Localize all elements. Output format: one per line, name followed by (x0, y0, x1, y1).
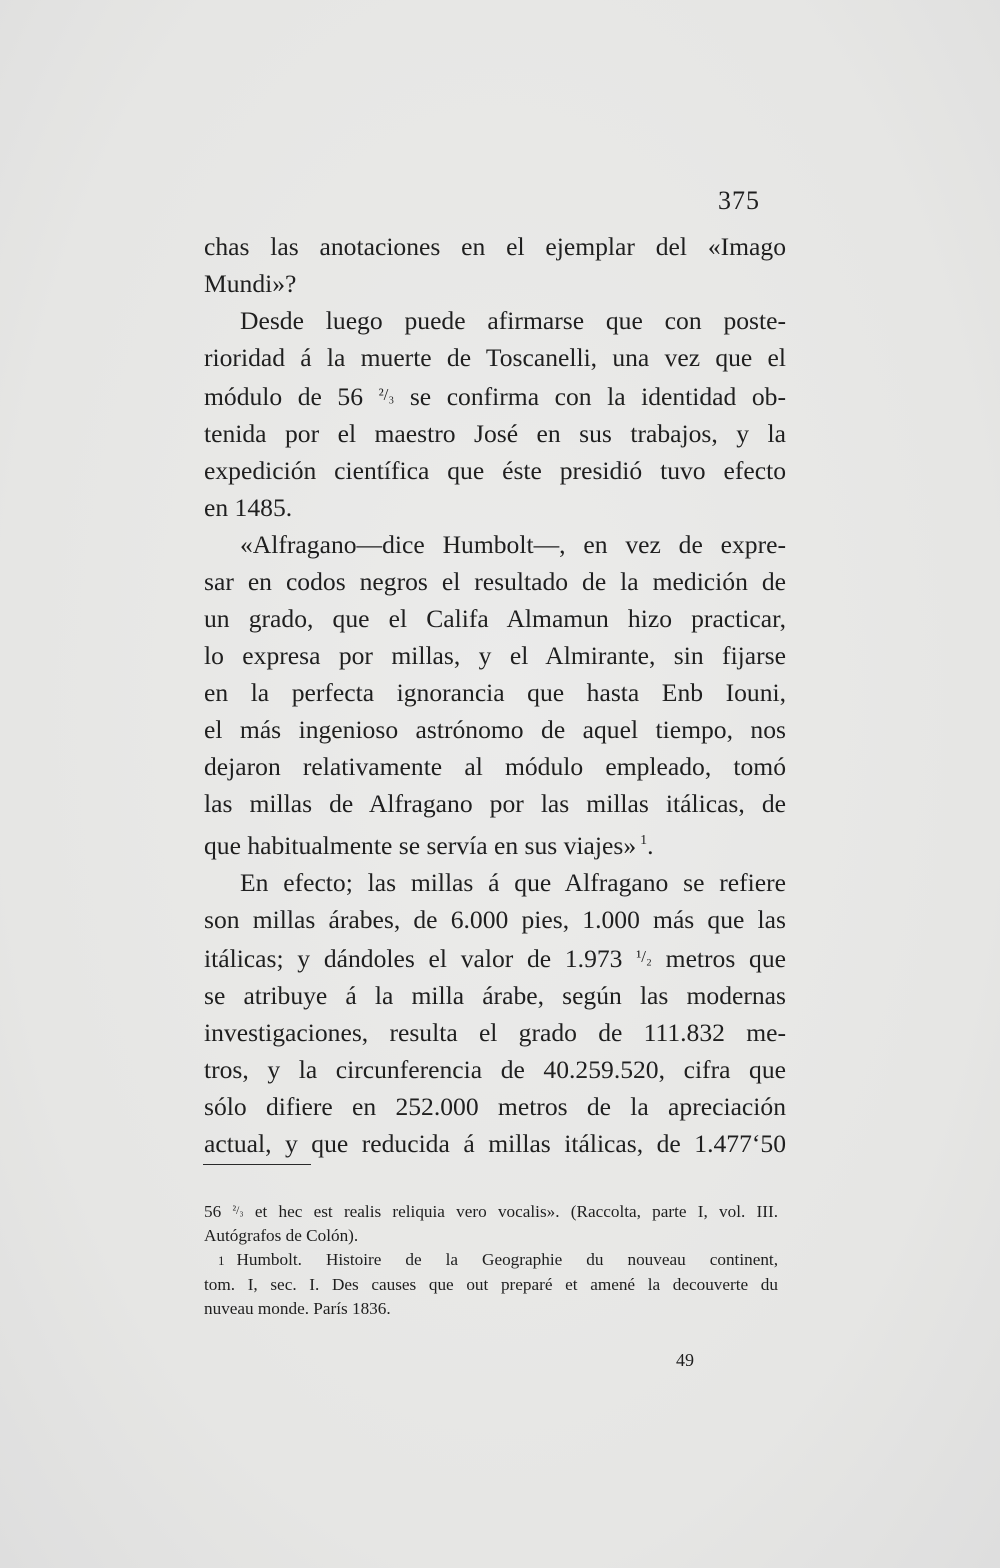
footnote-divider (203, 1164, 311, 1165)
printer-signature: 49 (676, 1350, 694, 1370)
text-fragment: metros que (665, 944, 786, 973)
text-line: investigaciones, resulta el grado de 111.832 me- (204, 1018, 786, 1047)
fraction: ¹/₂ (636, 947, 652, 966)
text-line-with-fraction (204, 376, 786, 415)
footnotes (204, 1198, 778, 1321)
text-line-with-note: que habitualmente se servía en sus viajes» $^1$. (204, 831, 654, 860)
text-line: tros, y la circunferencia de 40.259.520, cifra que (204, 1055, 786, 1084)
footnote-line (204, 1198, 778, 1224)
text-line: se atribuye á la milla árabe, según las modernas (204, 981, 786, 1010)
page-number: 375 (718, 186, 760, 215)
text-line: sólo difiere en 252.000 metros de la apreciación (204, 1092, 786, 1121)
text-line: en 1485. (204, 493, 293, 522)
text-line: tenida por el maestro José en sus trabajos, y la (204, 419, 786, 448)
text-fragment: et hec est realis reliquia vero vocalis». (Raccolta, parte I, vol. III. (254, 1202, 779, 1221)
footnote-marker: 1 (640, 833, 648, 848)
text-line: un grado, que el Califa Almamun hizo practicar, (204, 604, 786, 633)
text-line: en la perfecta ignorancia que hasta Enb Iouni, (204, 678, 786, 707)
footnote-line: tom. I, sec. I. Des causes que out preparé et amené la decouverte du (204, 1275, 778, 1294)
text-line: chas las anotaciones en el ejemplar del «Imago (204, 232, 786, 261)
footnote-number: 1 (218, 1253, 225, 1268)
text-line: lo expresa por millas, y el Almirante, sin fijarse (204, 641, 786, 670)
text-line: sar en codos negros el resultado de la medición de (204, 567, 786, 596)
text-line: dejaron relativamente al módulo empleado, tomó (204, 752, 786, 781)
text-line: son millas árabes, de 6.000 pies, 1.000 más que las (204, 905, 786, 934)
text-line: Desde luego puede afirmarse que con poste- (240, 306, 786, 335)
text-line: actual, y que reducida á millas itálicas, de 1.477‘50 (204, 1129, 786, 1158)
text-line: Mundi»? (204, 269, 297, 298)
text-fragment: itálicas; y dándoles el valor de 1.973 (204, 944, 623, 973)
text-fragment: que habitualmente se servía en sus viajes» (204, 831, 637, 860)
text-line: En efecto; las millas á que Alfragano se refiere (240, 868, 786, 897)
text-line: expedición científica que éste presidió tuvo efecto (204, 456, 786, 485)
text-fragment: 56 (204, 1202, 222, 1221)
text-fragment: se confirma con la identidad ob- (409, 382, 786, 411)
footnote-line: nuveau monde. París 1836. (204, 1299, 391, 1318)
footnote-line: Autógrafos de Colón). (204, 1226, 359, 1245)
text-line: rioridad á la muerte de Toscanelli, una vez que el (204, 343, 786, 372)
text-line: «Alfragano—dice Humbolt—, en vez de expre- (240, 530, 786, 559)
text-line: el más ingenioso astrónomo de aquel tiempo, nos (204, 715, 786, 744)
footnote-line (204, 1248, 778, 1273)
text-line-with-fraction (204, 938, 786, 977)
text-line: las millas de Alfragano por las millas itálicas, de (204, 789, 786, 818)
fraction: ²/₃ (378, 385, 395, 404)
body-text (204, 228, 786, 1162)
text-fragment: módulo de 56 (204, 382, 364, 411)
fraction: ²/₃ (232, 1203, 244, 1217)
text-fragment: Humbolt. Histoire de la Geographie du nouveau continent, (236, 1250, 778, 1269)
